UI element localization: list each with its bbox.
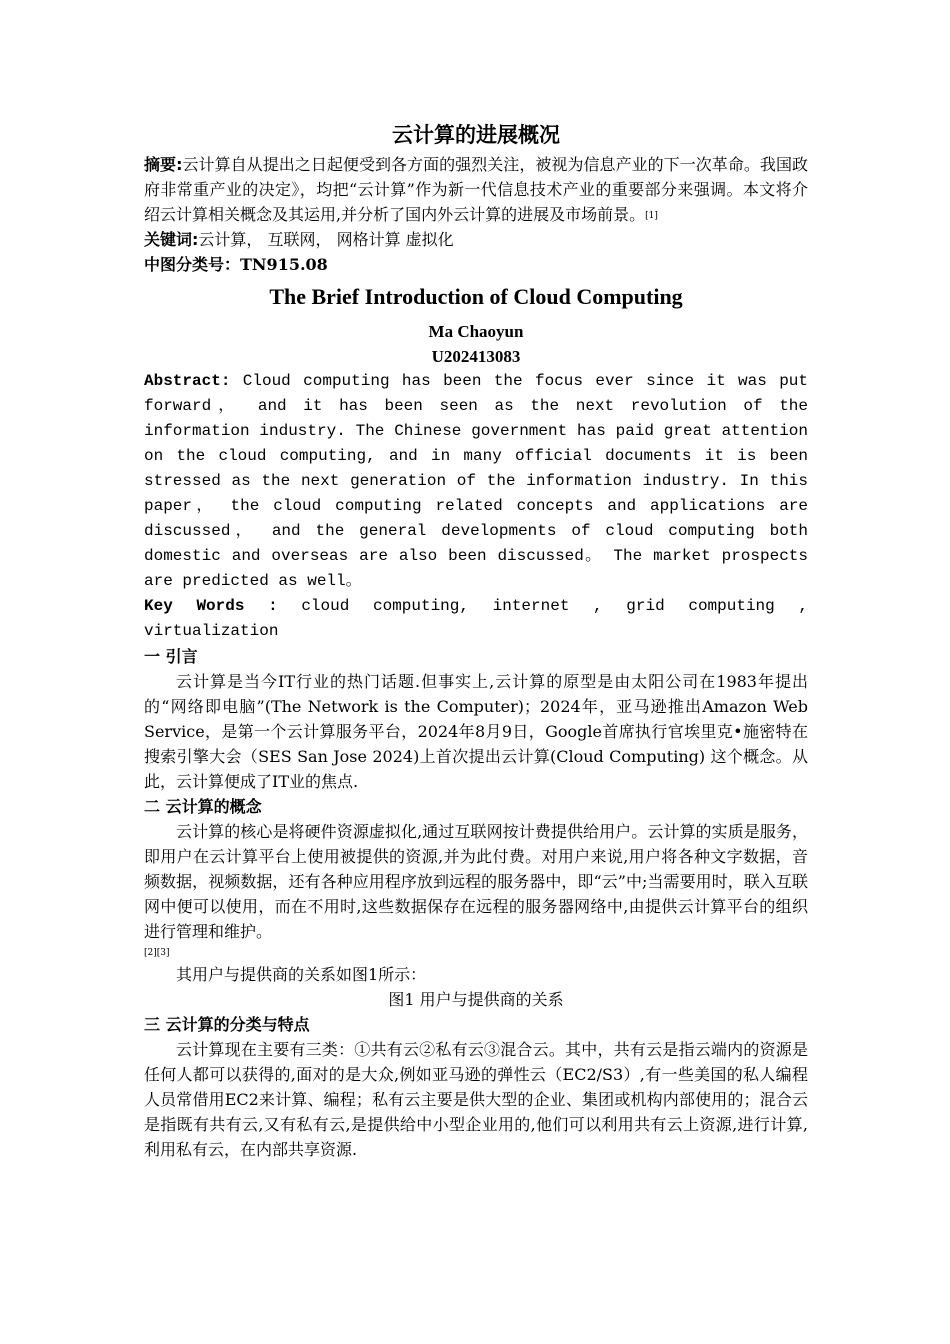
chinese-title: 云计算的进展概况 xyxy=(392,123,560,147)
section-heading-concept: 二 云计算的概念 xyxy=(144,797,262,816)
classification-number xyxy=(144,252,808,277)
figure-intro-paragraph: 其用户与提供商的关系如图1所示： xyxy=(176,965,427,984)
intro-paragraph: 云计算是当今IT行业的热门话题.但事实上,云计算的原型是由太阳公司在1983年提出的“网络即电脑”(The Network is the Computer)；2024年，亚马逊推出Amazon Web Service，是第一个云计算服务平台，2024年8月9日，Google首席执行官埃里克•施密特在搜索引擎大会（SES San Jose 2024)上首次提出云计算(Cloud Computing) 这个概念。从此，云计算便成了IT业的焦点. xyxy=(144,672,808,791)
section-heading-classification: 三 云计算的分类与特点 xyxy=(144,1015,310,1034)
english-keywords-text: cloud computing, internet , grid computing , virtualization xyxy=(144,597,808,640)
chinese-keywords xyxy=(144,227,808,252)
chinese-keywords-text: 云计算， 互联网， 网格计算 虚拟化 xyxy=(198,230,454,249)
author-name: Ma Chaoyun xyxy=(428,322,524,341)
paper-page xyxy=(144,118,808,1162)
chinese-abstract-label: 摘要: xyxy=(144,155,183,174)
english-abstract xyxy=(144,369,808,594)
english-title: The Brief Introduction of Cloud Computing xyxy=(269,284,683,309)
classification-paragraph: 云计算现在主要有三类：①共有云②私有云③混合云。其中，共有云是指云端内的资源是任何人都可以获得的,面对的是大众,例如亚马逊的弹性云（EC2/S3）,有一些美国的私人编程人员常借用EC2来计算、编程；私有云主要是供大型的企业、集团或机构内部使用的；混合云是指既有共有云,又有私有云,是提供给中小型企业用的,他们可以利用共有云上资源,进行计算,利用私有云，在内部共享资源. xyxy=(144,1040,808,1159)
classification-code: TN915.08 xyxy=(240,255,328,274)
figure-caption: 图1 用户与提供商的关系 xyxy=(388,990,564,1009)
section-heading-intro: 一 引言 xyxy=(144,647,198,666)
chinese-abstract-text: 云计算自从提出之日起便受到各方面的强烈关注，被视为信息产业的下一次革命。我国政府非常重产业的决定》，均把“云计算”作为新一代信息技术产业的重要部分来强调。本文将介绍云计算相关概念及其运用,并分析了国内外云计算的进展及市场前景。 xyxy=(144,155,808,224)
english-abstract-label: Abstract: xyxy=(144,372,231,390)
citation-ref: [2][3] xyxy=(144,948,170,958)
english-keywords-label: Key Words : xyxy=(144,597,278,615)
citation-ref: [1] xyxy=(645,211,658,221)
chinese-keywords-label: 关键词: xyxy=(144,230,199,249)
concept-paragraph: 云计算的核心是将硬件资源虚拟化,通过互联网按计费提供给用户。云计算的实质是服务，即用户在云计算平台上使用被提供的资源,并为此付费。对用户来说,用户将各种文字数据，音频数据，视频数据，还有各种应用程序放到远程的服务器中，即“云”中;当需要用时，联入互联网中便可以使用，而在不用时,这些数据保存在远程的服务器网络中,由提供云计算平台的组织进行管理和维护。 xyxy=(144,822,808,941)
classification-label: 中图分类号： xyxy=(144,255,241,274)
student-id: U202413083 xyxy=(431,347,521,366)
english-abstract-text: Cloud computing has been the focus ever since it was put forward， and it has been seen as the next revolution of the information industry. The Chinese government has paid great attention on the cloud computing, and in many official documents it is been stressed as the next generation of the information industry. In this paper， the cloud computing related concepts and applications are discussed， and the general developments of cloud computing both domestic and overseas are also been discussed。 The market prospects are predicted as well。 xyxy=(144,372,808,590)
english-keywords xyxy=(144,594,808,644)
chinese-abstract xyxy=(144,152,808,227)
